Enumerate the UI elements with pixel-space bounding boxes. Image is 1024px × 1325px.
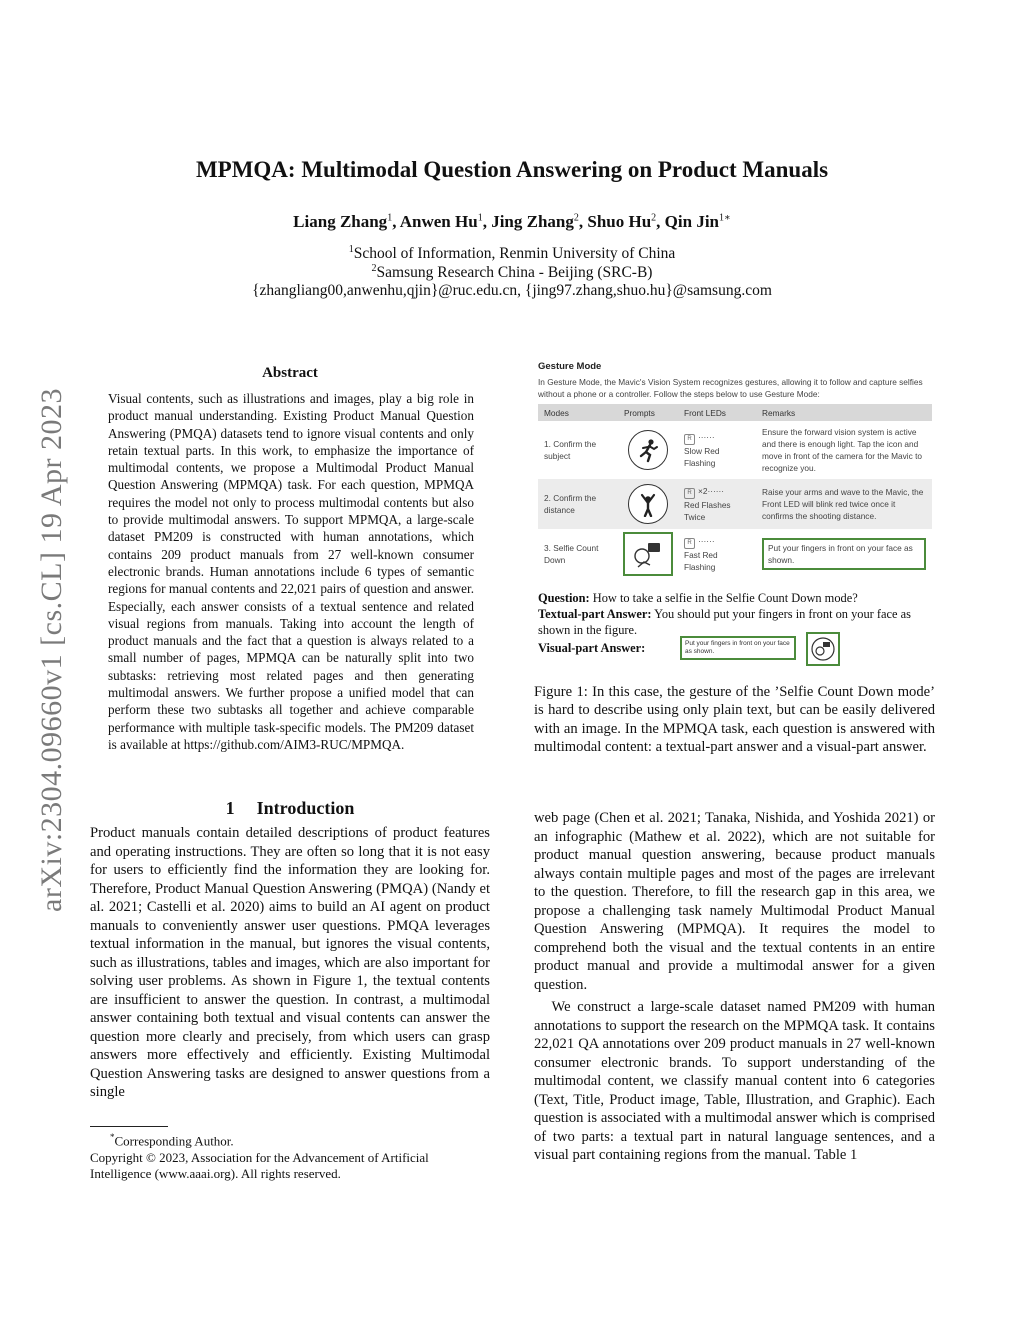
figure-question: Question: How to take a selfie in the Selfie Count Down mode? (538, 591, 858, 605)
table-row: 2. Confirm the distance R ×2······ Red Flashes Twice Raise your arms and wave to the Mavic, the Front LED will blink red twice once it confirms the shooting distance. (538, 479, 932, 529)
author-list: Liang Zhang$^1$, Anwen Hu$^1$, Jing Zhang$^2$, Shuo Hu$^2$, Qin Jin$^{1∗}$ (293, 212, 731, 231)
section-number: 1 (225, 798, 235, 818)
paper-title: MPMQA: Multimodal Question Answering on Product Manuals (195, 157, 829, 182)
section-heading (90, 798, 490, 819)
affiliation: $^2$Samsung Research China - Beijing (SRC-B) (371, 263, 653, 282)
table-row: 3. Selfie Count Down R ······ Fast Red Flashing Put your fingers in front on your face as shown. (538, 529, 932, 579)
table-row: 1. Confirm the subject R ······ Slow Red Flashing Ensure the forward vision system is active and there is enough light. Tap the icon and move in front of the camera for the Mavic to recognize you. (538, 421, 932, 479)
figure-caption: Figure 1: In this case, the gesture of the ’Selfie Count Down mode’ is hard to describe using only plain text, but can be easily delivered with an image. In the MPMQA task, each question is answered with multimodal content: a textual-part answer and a visual-part answer. (534, 684, 935, 756)
affiliation: $^1$School of Information, Renmin University of China (348, 244, 676, 263)
table-header: Modes Prompts Front LEDs Remarks (538, 404, 932, 421)
figure-visual-answer-label: Visual-part Answer: (538, 641, 646, 655)
author-name: Liang Zhang (293, 212, 388, 231)
footnote: *Corresponding Author. Copyright © 2023, Association for the Advancement of Artificial Intelligence (www.aaai.org). All rights reserved. (90, 1129, 490, 1183)
running-person-icon (628, 430, 668, 470)
visual-answer-text-region: Put your fingers in front on your face as shown. (680, 636, 796, 660)
section-title: Introduction (256, 798, 355, 818)
copyright-notice: Copyright © 2023, Association for the Advancement of Artificial Intelligence (www.aaai.org). All rights reserved. (90, 1149, 429, 1182)
footnote-text: Corresponding Author. (114, 1133, 234, 1149)
figure-manual-title: Gesture Mode (538, 361, 602, 372)
intro-paragraph: Product manuals contain detailed descriptions of product features and operating instructions. They are often so long that it is not easy for users to efficiently find the information they are looking for. Therefore, Product Manual Question Answering (PMQA) (Nandy et al. 2021; Castelli et al. 2020) aims to build an AI agent on product manuals to conveniently answer user questions. PMQA leverages textual information in the manual, but ignores the visual contents, such as illustrations, tables and images, which are also important for solving user problems. As shown in Figure 1, the textual contents are insufficient to answer the question. In contrast, a multimodal answer containing both textual and visual contents can answer the question more clearly and precisely, from which users can grasp answers more effectively and efficiently. Existing Multimodal Question Answering tasks are designed to answer questions from a single (90, 825, 490, 1100)
visual-answer-image-icon (806, 632, 840, 666)
body-paragraph: We construct a large-scale dataset named PM209 with human annotations to support the research on the MPMQA task. It contains 22,021 QA annotations over 209 product manuals in 27 well-known consumer electronic brands. To support understanding of the multimodal content, we classify manual content into 6 categories (Text, Title, Product image, Table, Illustration, and Graphic). Each question is associated with a multimodal answer which is comprised of two parts: a textual part in natural language sentences, and a visual part containing regions from the manual. Table 1 (534, 999, 935, 1163)
body-paragraph: web page (Chen et al. 2021; Tanaka, Nishida, and Yoshida 2021) or an infographic (Mathew et al. 2022), which are not suitable for product manual question answering, because product manuals always contain multiple pages and most of the pages are irrelevant to the question. Therefore, to fill the research gap in this area, we propose a challenging task namely Multimodal Product Manual Question Answering (MPMQA). It requires the model to comprehend both the visual and the textual contents in an entire product manual and provide a multimodal answer for a given question. (534, 810, 935, 993)
author-name: Qin Jin (664, 212, 720, 231)
figure-manual-intro: In Gesture Mode, the Mavic's Vision System recognizes gestures, allowing it to follow and capture selfies without a phone or a controller. Follow the steps below to use Gesture Mode: (538, 377, 923, 399)
highlighted-remark: Put your fingers in front on your face as shown. (762, 538, 926, 570)
gesture-table (538, 404, 932, 579)
abstract-heading: Abstract (262, 365, 318, 381)
arxiv-stamp: arXiv:2304.09660v1 [cs.CL] 19 Apr 2023 (35, 388, 68, 912)
abstract-text: Visual contents, such as illustrations and images, play a big role in product manual understanding. Existing Product Manual Question Answering (PMQA) datasets tend to ignore visual contents and only retain textual parts. In this work, to emphasize the importance of multimodal contents, we propose a Multimodal Product Manual Question Answering (MPMQA) task. For each question, MPMQA requires the model not only to process multimodal contents but also to provide multimodal answers. To support MPMQA, a large-scale dataset PM209 is constructed with human annotations, which contains 209 product manuals from 27 well-known consumer electronic brands. Human annotations include 6 types of semantic regions for manual contents and 22,021 pairs of question and answer. Especially, each answer consists of a textual sentence and related visual regions from manuals. Taking into account the length of product manuals and the fact that a question is always related to a small number of pages, MPMQA can be naturally split into two subtasks: retrieving most related pages and then generating multimodal answers. We further propose a unified model that can perform these two subtasks all together and achieve comparable performance with multiple task-specific models. The PM209 dataset is available at https://github.com/AIM3-RUC/MPMQA. (108, 391, 474, 752)
author-name: Anwen Hu (399, 212, 478, 231)
selfie-hand-icon (623, 532, 673, 576)
author-emails: {zhangliang00,anwenhu,qjin}@ruc.edu.cn, {jing97.zhang,shuo.hu}@samsung.com (252, 282, 772, 299)
figure-1 (534, 358, 934, 670)
raised-arms-person-icon (628, 484, 668, 524)
author-name: Shuo Hu (587, 212, 652, 231)
author-name: Jing Zhang (491, 212, 574, 231)
right-column-text (534, 809, 935, 1165)
footnote-rule (90, 1126, 168, 1127)
figure-textual-answer: Textual-part Answer: You should put your fingers in front on your face as shown in the figure. (538, 607, 911, 637)
